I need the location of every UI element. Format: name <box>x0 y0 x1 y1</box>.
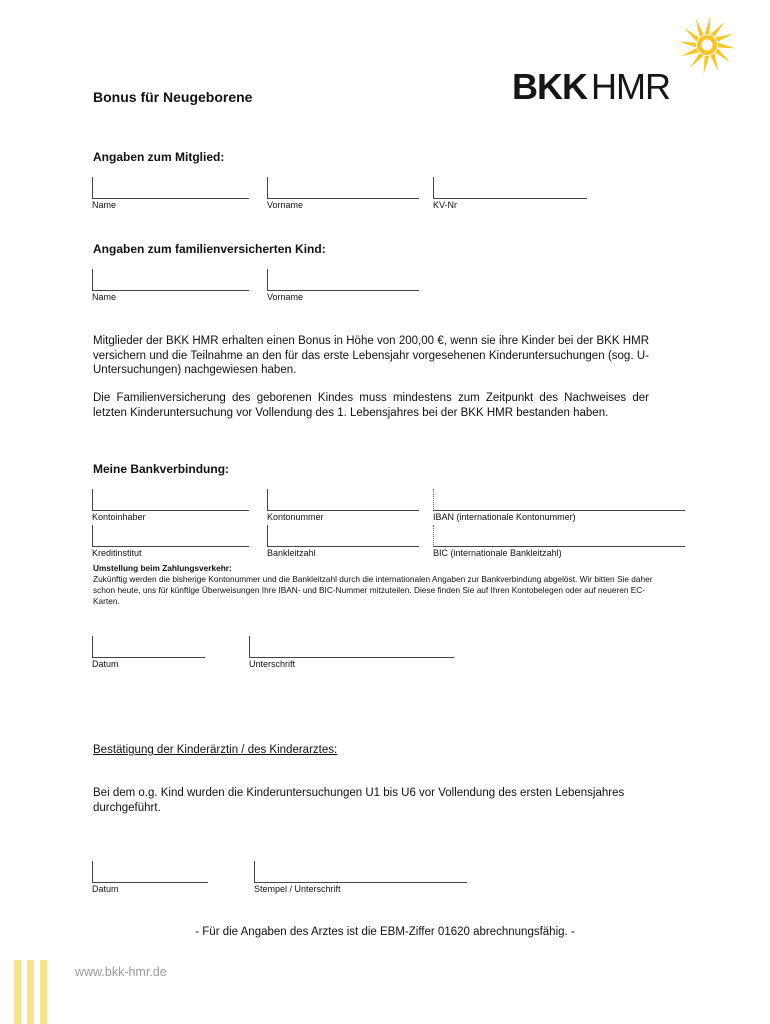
sun-ray <box>718 43 736 49</box>
bank-heading: Meine Bankverbindung: <box>93 462 230 476</box>
sun-ray <box>680 48 699 56</box>
sun-ray <box>684 28 699 42</box>
page-title: Bonus für Neugeborene <box>93 89 253 105</box>
logo-light: HMR <box>591 66 670 107</box>
field-label: Kreditinstitut <box>92 548 142 558</box>
brand-logo <box>512 66 670 108</box>
website-link[interactable]: www.bkk-hmr.de <box>75 965 167 979</box>
field-label: KV-Nr <box>433 200 458 210</box>
child-heading: Angaben zum familienversicherten Kind: <box>93 242 326 256</box>
logo-bold: BKK <box>512 66 587 107</box>
member-heading: Angaben zum Mitglied: <box>93 150 225 164</box>
sun-ray <box>715 34 734 42</box>
footer-stripe <box>27 960 34 1024</box>
sun-ray <box>690 53 704 68</box>
field-label: Vorname <box>267 292 304 302</box>
field-label: Datum <box>92 659 119 669</box>
payment-notice-heading: Umstellung beim Zahlungsverkehr: <box>93 563 232 573</box>
payment-notice-text: Zukünftig werden die bisherige Kontonummer und die Bankleitzahl durch die internationalen Angaben zur Bankverbindung abgelöst. Wir bitten Sie daher schon heute, uns für künftige Überweisungen Ihre IBAN- und BIC-Nummer mitzuteilen. Diese finden Sie auf Ihren Kontobelegen oder auf neueren EC-Karten. <box>93 574 653 606</box>
family-insurance-paragraph: Die Familienversicherung des geborenen Kindes muss mindestens zum Zeitpunkt des Nachweises der letzten Kinderuntersuchung vor Vollendung des 1. Lebensjahres bei der BKK HMR bestanden haben. <box>93 392 649 419</box>
sun-ray <box>678 42 696 48</box>
sun-ray <box>710 22 724 37</box>
field-label: Kontoinhaber <box>92 512 146 522</box>
sun-ray <box>704 56 710 74</box>
bonus-info-paragraph: Mitglieder der BKK HMR erhalten einen Bonus in Höhe von 200,00 €, wenn sie ihre Kinder bei der BKK HMR versichern und die Teilnahme an den für das erste Lebensjahr vorgesehenen Kinderuntersuchungen (sog. U-Untersuchungen) nachgewiesen haben. <box>93 335 649 376</box>
field-label: Kontonummer <box>267 512 324 522</box>
sun-ray <box>715 48 730 62</box>
footer-stripe <box>14 960 21 1024</box>
field-label: Vorname <box>267 200 304 210</box>
footer-stripe <box>40 960 47 1024</box>
field-label: BIC (internationale Bankleitzahl) <box>433 548 562 558</box>
sun-ray <box>705 16 711 34</box>
doctor-confirmation-text: Bei dem o.g. Kind wurden die Kinderuntersuchungen U1 bis U6 vor Vollendung des ersten Lebensjahres durchgeführt. <box>93 787 625 814</box>
sun-ray <box>710 53 718 72</box>
field-label: Unterschrift <box>249 659 296 669</box>
field-label: IBAN (internationale Kontonummer) <box>433 512 576 522</box>
field-label: Datum <box>92 884 119 894</box>
doctor-confirmation-heading: Bestätigung der Kinderärztin / des Kinderarztes: <box>93 744 338 756</box>
sun-logo-icon <box>676 14 738 76</box>
field-label: Name <box>92 200 117 210</box>
field-label: Bankleitzahl <box>267 548 316 558</box>
field-label: Name <box>92 292 117 302</box>
field-label: Stempel / Unterschrift <box>254 884 341 894</box>
ebm-note: - Für die Angaben des Arztes ist die EBM-Ziffer 01620 abrechnungsfähig. - <box>195 926 575 938</box>
sun-ray <box>696 18 704 37</box>
